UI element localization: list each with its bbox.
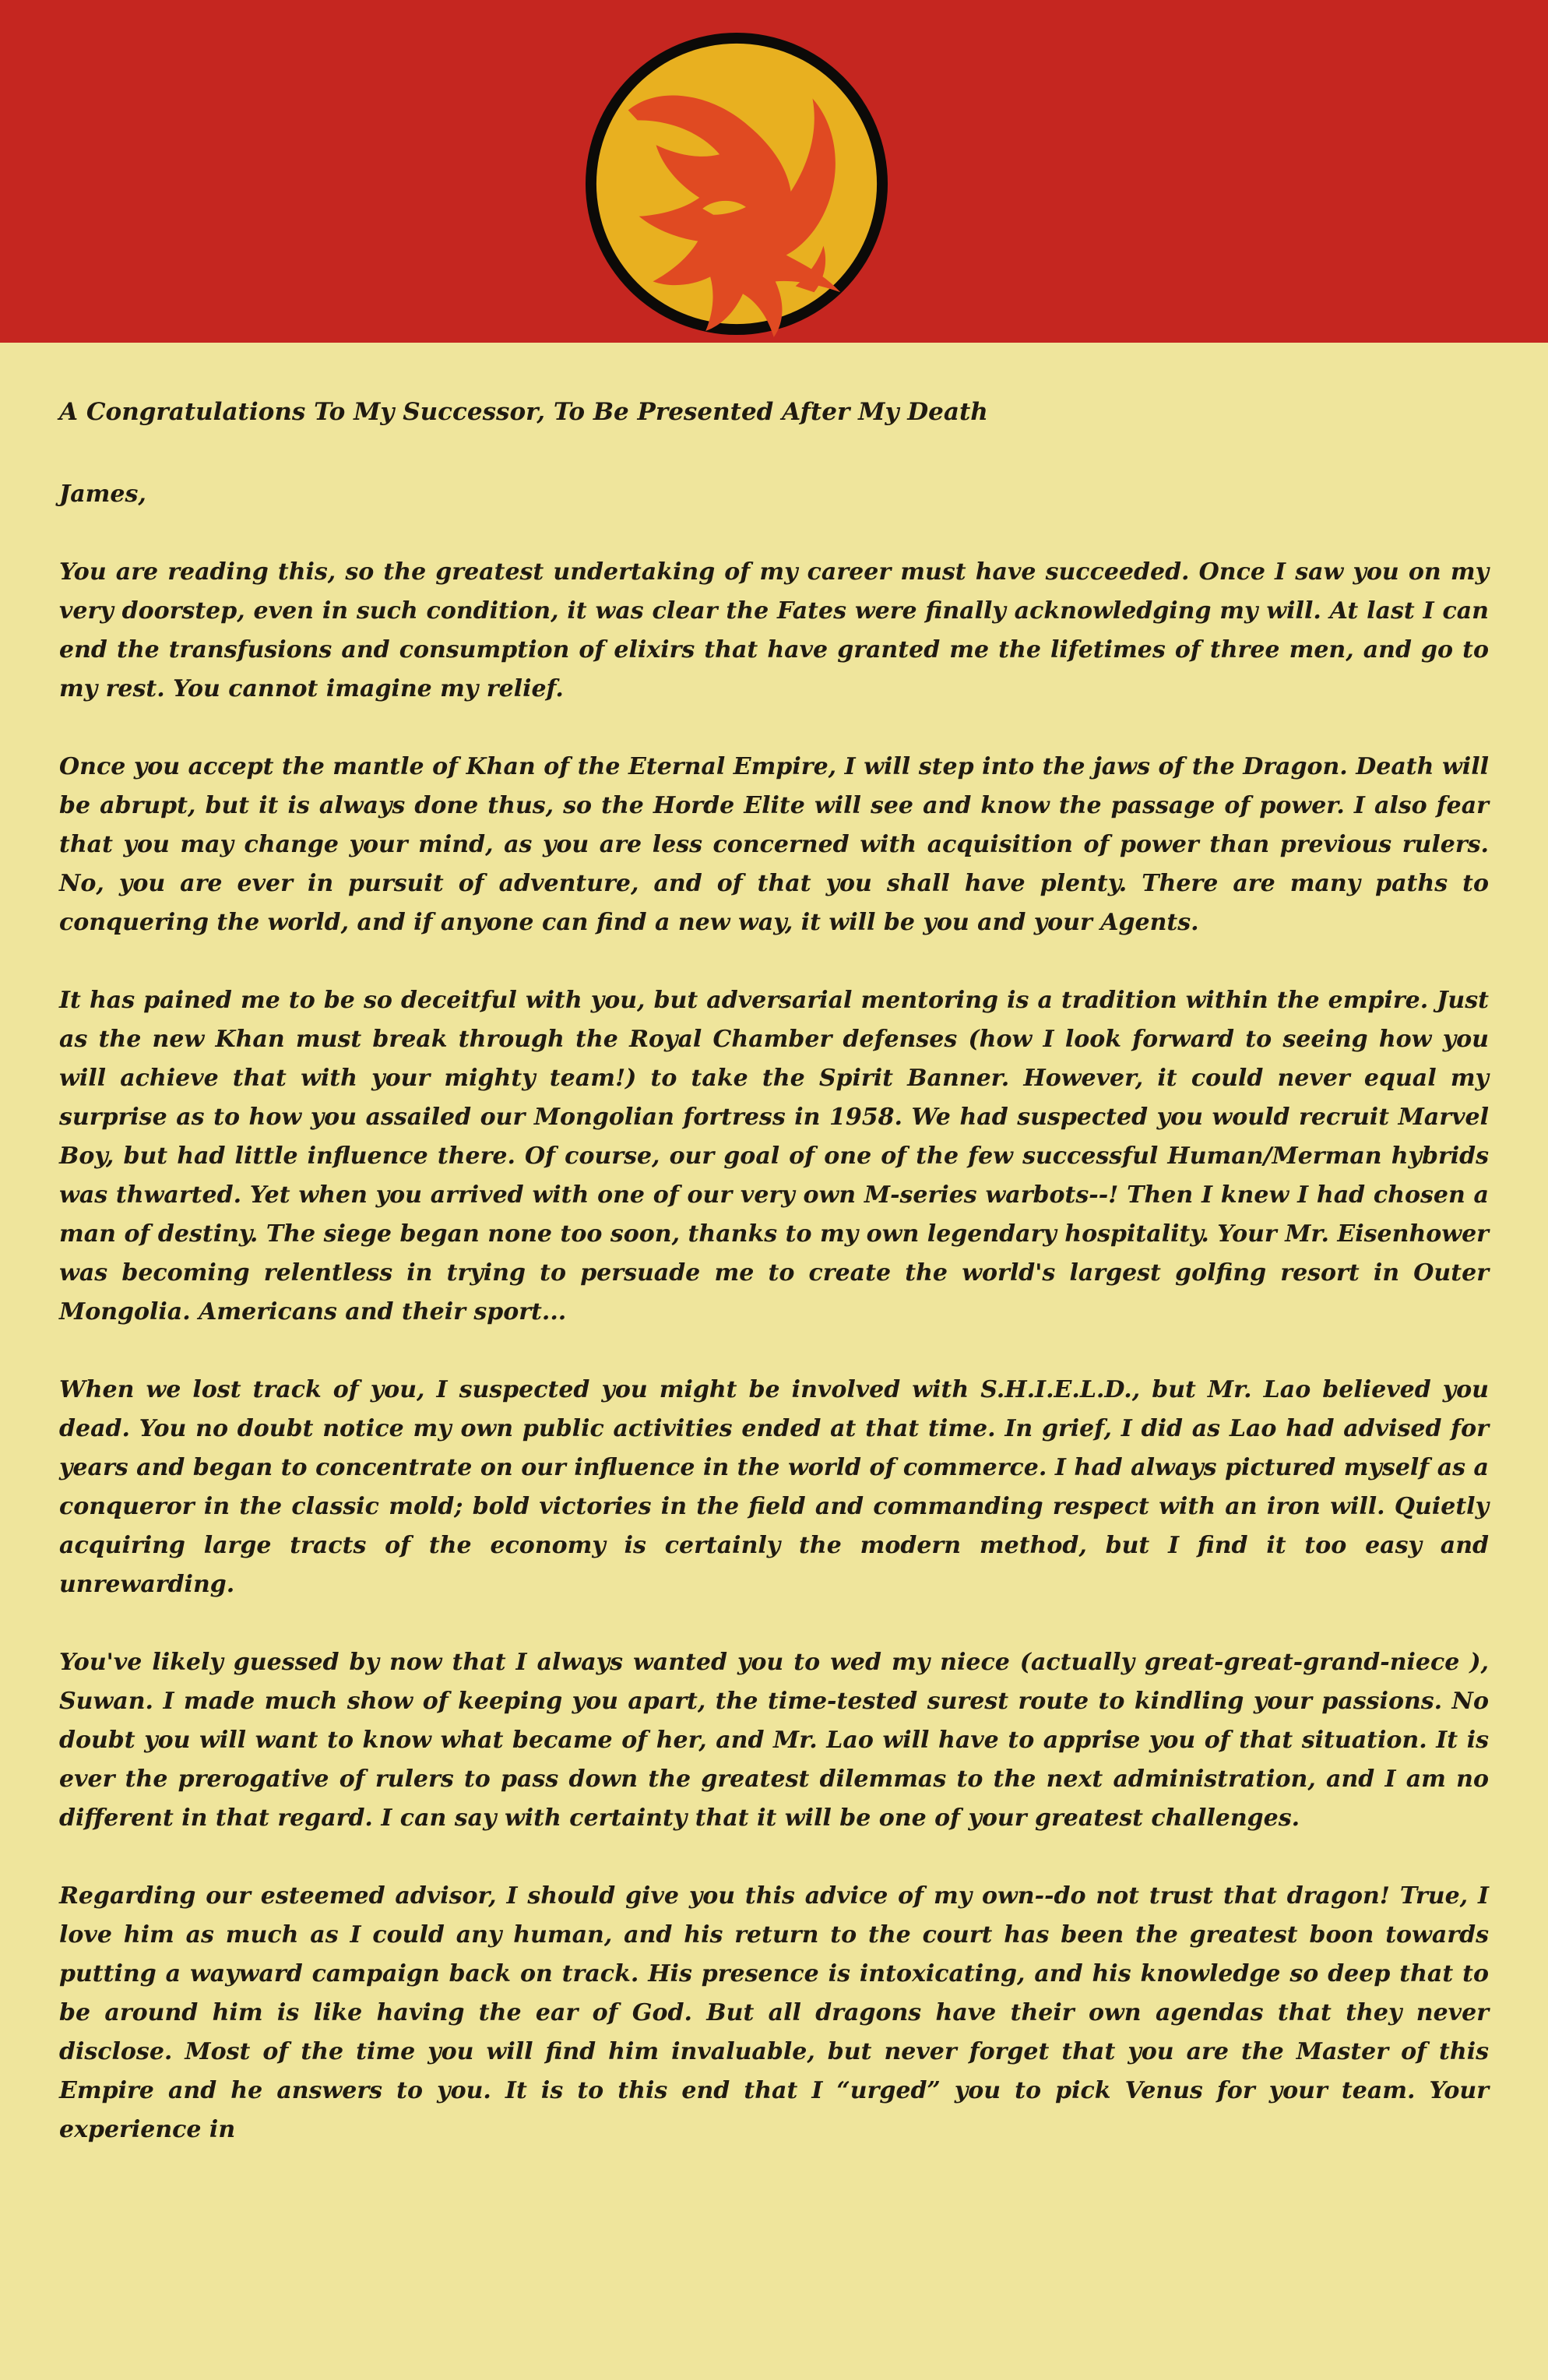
dragon-claw-icon (582, 29, 892, 339)
paragraph: You are reading this, so the greatest undertaking of my career must have succeeded. Once I saw you on my very doorstep, even in such condition, it was clear the Fates were finally acknowledging my will. At last I can end the transfusions and consumption of elixirs that have granted me the lifetimes of three men, and go to my rest. You cannot imagine my relief. (59, 558, 1489, 702)
letter (59, 388, 1489, 2188)
paragraph: Once you accept the mantle of Khan of the Eternal Empire, I will step into the jaws of the Dragon. Death will be abrupt, but it is always done thus, so the Horde Elite will see and know the passage of power. I also fear that you may change your mind, as you are less concerned with acquisition of power than previous rulers. No, you are ever in pursuit of adventure, and of that you shall have plenty. There are many paths to conquering the world, and if anyone can find a new way, it will be you and your Agents. (59, 753, 1489, 936)
header-banner (0, 0, 1548, 343)
paragraph: When we lost track of you, I suspected you might be involved with S.H.I.E.L.D., but Mr. Lao believed you dead. You no doubt notice my own public activities ended at that time. In grief, I did as Lao had advised for years and began to concentrate on our influence in the world of commerce. I had always pictured myself as a conqueror in the classic mold; bold victories in the field and commanding respect with an iron will. Quietly acquiring large tracts of the economy is certainly the modern method, but I find it too easy and unrewarding. (59, 1376, 1489, 1598)
paragraph: Regarding our esteemed advisor, I should give you this advice of my own--do not trust that dragon! True, I love him as much as I could any human, and his return to the court has been the greatest boon towards putting a wayward campaign back on track. His presence is intoxicating, and his knowledge so deep that to be around him is like having the ear of God. But all dragons have their own agendas that they never disclose. Most of the time you will find him invaluable, but never forget that you are the Master of this Empire and he answers to you. It is to this end that I “urged” you to pick Venus for your team. Your experience in (59, 1882, 1489, 2143)
paragraph: It has pained me to be so deceitful with you, but adversarial mentoring is a tradition within the empire. Just as the new Khan must break through the Royal Chamber defenses (how I look forward to seeing how you will achieve that with your mighty team!) to take the Spirit Banner. However, it could never equal my surprise as to how you assailed our Mongolian fortress in 1958. We had suspected you would recruit Marvel Boy, but had little influence there. Of course, our goal of one of the few successful Human/Merman hybrids was thwarted. Yet when you arrived with one of our very own M-series warbots--! Then I knew I had chosen a man of destiny. The siege began none too soon, thanks to my own legendary hospitality. Your Mr. Eisenhower was becoming relentless in trying to persuade me to create the world's largest golfing resort in Outer Mongolia. Americans and their sport... (59, 987, 1489, 1326)
salutation: James, (59, 481, 146, 508)
letter-title: A Congratulations To My Successor, To Be Presented After My Death (59, 398, 988, 426)
paragraph: You've likely guessed by now that I always wanted you to wed my niece (actually great-great-grand-niece ), Suwan. I made much show of keeping you apart, the time-tested surest route to kindling your passions. No doubt you will want to know what became of her, and Mr. Lao will have to apprise you of that situation. It is ever the prerogative of rulers to pass down the greatest dilemmas to the next administration, and I am no different in that regard. I can say with certainty that it will be one of your greatest challenges. (59, 1649, 1489, 1832)
